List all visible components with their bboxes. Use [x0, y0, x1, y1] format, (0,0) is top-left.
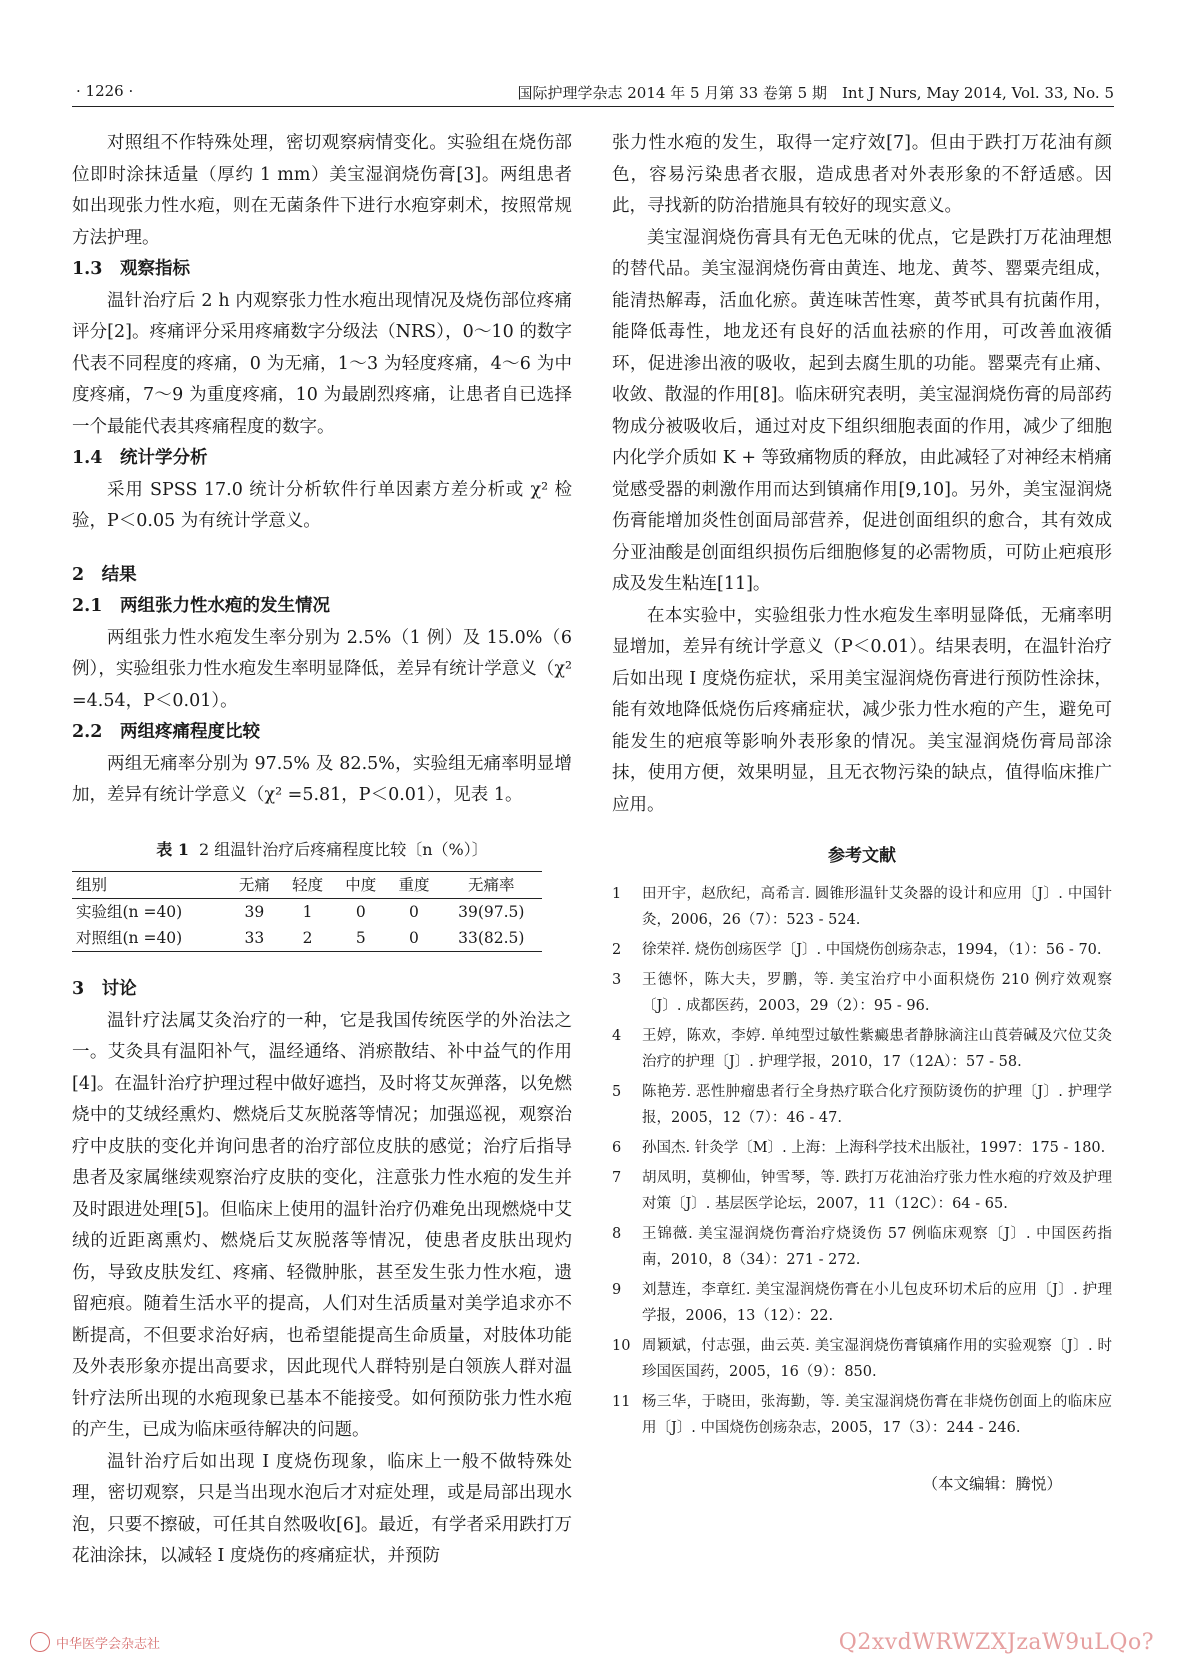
running-header: [72, 80, 1114, 107]
reference-number: 6: [612, 1139, 622, 1156]
reference-number: 10: [612, 1337, 631, 1354]
table-caption: [72, 834, 572, 866]
reference-text: 孙国杰. 针灸学〔M〕. 上海：上海科学技术出版社，1997：175 - 180.: [642, 1139, 1106, 1156]
reference-text: 周颖斌，付志强，曲云英. 美宝湿润烧伤膏镇痛作用的实验观察〔J〕. 时珍国医国药，2005，16（9）：850.: [642, 1337, 1112, 1380]
table-header: 轻度: [281, 872, 334, 899]
reference-number: 7: [612, 1169, 622, 1186]
reference-number: 11: [612, 1393, 631, 1410]
table-header-row: [72, 872, 542, 899]
reference-text: 胡凤明，莫柳仙，钟雪琴，等. 跌打万花油治疗张力性水疱的疗效及护理对策〔J〕. 基层医学论坛，2007，11（12C）：64 - 65.: [642, 1169, 1112, 1212]
reference-number: 1: [612, 885, 622, 902]
reference-number: 9: [612, 1281, 622, 1298]
page-number: · 1226 ·: [76, 82, 134, 100]
seal-icon: [30, 1632, 50, 1652]
references-title: 参考文献: [828, 846, 896, 866]
table-cell: 39(97.5): [458, 903, 525, 921]
paragraph: 两组无痛率分别为 97.5% 及 82.5%，实验组无痛率明显增加，差异有统计学意义（χ² =5.81，P＜0.01），见表 1。: [72, 753, 572, 805]
section-heading-2-2: 2.2 两组疼痛程度比较: [72, 722, 260, 742]
reference-item: [612, 1165, 1112, 1217]
reference-text: 陈艳芳. 恶性肿瘤患者行全身热疗联合化疗预防烫伤的护理〔J〕. 护理学报，2005，12（7）：46 - 47.: [642, 1083, 1112, 1126]
section-heading-1-4: 1.4 统计学分析: [72, 448, 208, 468]
right-column: [612, 128, 1112, 1500]
reference-item: [612, 1023, 1112, 1075]
table-header: 组别: [72, 872, 228, 899]
reference-number: 4: [612, 1027, 622, 1044]
publisher-name: 中华医学会杂志社: [56, 1636, 161, 1652]
reference-number: 2: [612, 941, 622, 958]
paragraph: 在本实验中，实验组张力性水疱发生率明显降低，无痛率明显增加，差异有统计学意义（P＜0.01）。结果表明，在温针治疗后如出现 I 度烧伤症状，采用美宝湿润烧伤膏进行预防性涂抹，能有效地降低烧伤后疼痛症状，减少张力性水疱的产生，避免可能发生的疤痕等影响外表形象的情况。美宝湿润烧伤膏局部涂抹，使用方便，效果明显，且无衣物污染的缺点，值得临床推广应用。: [612, 605, 1112, 815]
reference-number: 3: [612, 971, 622, 988]
pain-table: [72, 871, 542, 952]
reference-text: 王婷，陈欢，李婷. 单纯型过敏性紫癜患者静脉滴注山莨菪碱及穴位艾灸治疗的护理〔J〕. 护理学报，2010，17（12A）：57 - 58.: [642, 1027, 1112, 1070]
paragraph: 两组张力性水疱发生率分别为 2.5%（1 例）及 15.0%（6 例），实验组张力性水疱发生率明显降低，差异有统计学意义（χ² =4.54，P＜0.01）。: [72, 627, 572, 711]
watermark-text: Q2xvdWRWZXJzaW9uLQo?: [838, 1630, 1154, 1655]
table-cell: 0: [409, 929, 419, 947]
paragraph: 温针治疗后 2 h 内观察张力性水疱出现情况及烧伤部位疼痛评分[2]。疼痛评分采用疼痛数字分级法（NRS），0～10 的数字代表不同程度的疼痛，0 为无痛，1～3 为轻度疼痛，4～6 为中度疼痛，7～9 为重度疼痛，10 为最剧烈疼痛，让患者自已选择一个最能代表其疼痛程度的数字。: [72, 290, 572, 437]
section-heading-1-3: 1.3 观察指标: [72, 259, 190, 279]
publisher-logo: [30, 1632, 160, 1652]
reference-number: 5: [612, 1083, 622, 1100]
page-footer: [30, 1628, 1154, 1662]
reference-text: 王德怀，陈大夫，罗鹏，等. 美宝治疗中小面积烧伤 210 例疗效观察〔J〕. 成都医药，2003，29（2）：95 - 96.: [642, 971, 1112, 1014]
table-cell: 33(82.5): [458, 929, 525, 947]
reference-item: [612, 1221, 1112, 1273]
table-header: 无痛: [228, 872, 281, 899]
table-title: 2 组温针治疗后疼痛程度比较〔n（%）〕: [198, 839, 488, 859]
reference-list: [612, 881, 1112, 1441]
left-column: [72, 128, 572, 1573]
table-row: [72, 925, 542, 952]
paragraph: 温针疗法属艾灸治疗的一种，它是我国传统医学的外治法之一。艾灸具有温阳补气，温经通络、消瘀散结、补中益气的作用[4]。在温针治疗护理过程中做好遮挡，及时将艾灰弹落，以免燃烧中的艾绒经熏灼、燃烧后艾灰脱落等情况；加强巡视，观察治疗中皮肤的变化并询问患者的治疗部位皮肤的感觉；治疗后指导患者及家属继续观察治疗皮肤的变化，注意张力性水疱的发生并及时跟进处理[5]。但临床上使用的温针治疗仍难免出现燃烧中艾绒的近距离熏灼、燃烧后艾灰脱落等情况，使患者皮肤出现灼伤，导致皮肤发红、疼痛、轻微肿胀，甚至发生张力性水疱，遗留疤痕。随着生活水平的提高，人们对生活质量对美学追求亦不断提高，不但要求治好病，也希望能提高生命质量，对肢体功能及外表形象亦提出高要求，因此现代人群特别是白领族人群对温针疗法所出现的水疱现象已基本不能接受。如何预防张力性水疱的产生，已成为临床亟待解决的问题。: [72, 1010, 572, 1440]
paragraph: 美宝湿润烧伤膏具有无色无味的优点，它是跌打万花油理想的替代品。美宝湿润烧伤膏由黄连、地龙、黄芩、罂粟壳组成，能清热解毒，活血化瘀。黄连味苦性寒，黄芩甙具有抗菌作用，能降低毒性，地龙还有良好的活血祛瘀的作用，可改善血液循环，促进渗出液的吸收，起到去腐生肌的功能。罂粟壳有止痛、收敛、散湿的作用[8]。临床研究表明，美宝湿润烧伤膏的局部药物成分被吸收后，通过对皮下组织细胞表面的作用，减少了细胞内化学介质如 K + 等致痛物质的释放，由此减轻了对神经末梢痛觉感受器的刺激作用而达到镇痛作用[9,10]。另外，美宝湿润烧伤膏能增加炎性创面局部营养，促进创面组织的愈合，其有效成分亚油酸是创面组织损伤后细胞修复的必需物质，可防止疤痕形成及发生粘连[11]。: [612, 227, 1112, 594]
reference-item: [612, 937, 1112, 963]
reference-item: [612, 1135, 1112, 1161]
section-heading-2-1: 2.1 两组张力性水疱的发生情况: [72, 596, 330, 616]
table-header: 无痛率: [441, 872, 542, 899]
table-cell: 实验组(n =40): [76, 903, 183, 921]
paragraph: 对照组不作特殊处理，密切观察病情变化。实验组在烧伤部位即时涂抹适量（厚约 1 mm）美宝湿润烧伤膏[3]。两组患者如出现张力性水疱，则在无菌条件下进行水疱穿刺术，按照常规方法护理。: [72, 133, 572, 248]
reference-text: 王锦薇. 美宝湿润烧伤膏治疗烧烫伤 57 例临床观察〔J〕. 中国医药指南，2010，8（34）：271 - 272.: [642, 1225, 1112, 1268]
table-cell: 1: [302, 903, 313, 921]
section-heading-3: 3 讨论: [72, 979, 137, 999]
reference-text: 徐荣祥. 烧伤创疡医学〔J〕. 中国烧伤创疡杂志，1994，（1）：56 - 70.: [642, 941, 1102, 958]
table-label: 表 1: [156, 839, 189, 859]
reference-text: 刘慧连，李章红. 美宝湿润烧伤膏在小儿包皮环切术后的应用〔J〕. 护理学报，2006，13（12）：22.: [642, 1281, 1112, 1324]
reference-item: [612, 1277, 1112, 1329]
paragraph: 采用 SPSS 17.0 统计分析软件行单因素方差分析或 χ² 检验，P＜0.05 为有统计学意义。: [72, 479, 572, 531]
reference-item: [612, 1079, 1112, 1131]
reference-text: 田开宇，赵欣纪，高希言. 圆锥形温针艾灸器的设计和应用〔J〕. 中国针灸，2006，26（7）：523 - 524.: [642, 885, 1112, 928]
reference-item: [612, 1333, 1112, 1385]
editor-note: （本文编辑：腾悦）: [922, 1474, 1062, 1493]
table-cell: 39: [244, 903, 265, 921]
table-cell: 0: [409, 903, 419, 921]
table-header: 重度: [387, 872, 440, 899]
reference-item: [612, 967, 1112, 1019]
table-cell: 2: [302, 929, 313, 947]
reference-item: [612, 881, 1112, 933]
journal-citation: 国际护理学杂志 2014 年 5 月第 33 卷第 5 期 Int J Nurs, May 2014, Vol. 33, No. 5: [517, 84, 1114, 102]
reference-text: 杨三华，于晓田，张海勤，等. 美宝湿润烧伤膏在非烧伤创面上的临床应用〔J〕. 中国烧伤创疡杂志，2005，17（3）：244 - 246.: [642, 1393, 1112, 1436]
paragraph: 张力性水疱的发生，取得一定疗效[7]。但由于跌打万花油有颜色，容易污染患者衣服，造成患者对外表形象的不舒适感。因此，寻找新的防治措施具有较好的现实意义。: [612, 133, 1112, 216]
reference-item: [612, 1389, 1112, 1441]
reference-number: 8: [612, 1225, 622, 1242]
table-cell: 5: [355, 929, 366, 947]
paragraph: 温针治疗后如出现 I 度烧伤现象，临床上一般不做特殊处理，密切观察，只是当出现水泡后才对症处理，或是局部出现水泡，只要不擦破，可任其自然吸收[6]。最近，有学者采用跌打万花油涂抹，以减轻 I 度烧伤的疼痛症状，并预防: [72, 1451, 572, 1566]
table-cell: 33: [244, 929, 265, 947]
table-cell: 0: [355, 903, 366, 921]
table-cell: 对照组(n =40): [76, 929, 183, 947]
table-header: 中度: [334, 872, 387, 899]
table-row: [72, 899, 542, 926]
section-heading-2: 2 结果: [72, 564, 137, 585]
